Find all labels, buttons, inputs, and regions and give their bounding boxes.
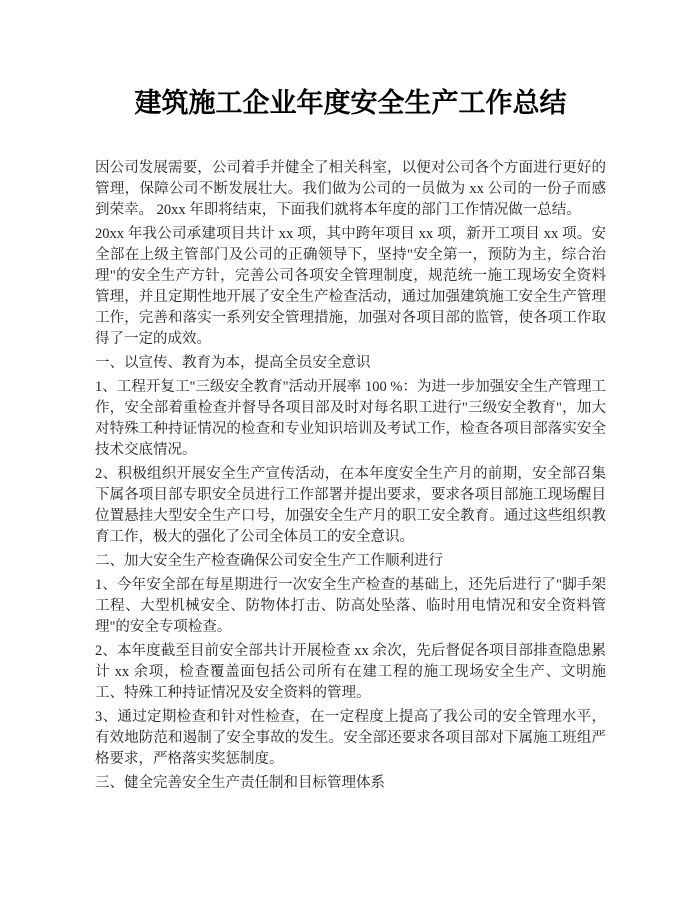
section-1-heading: 一、以宣传、教育为本，提高全员安全意识 <box>95 355 371 371</box>
section-2-item-1-paragraph: 1、今年安全部在每星期进行一次安全生产检查的基础上，还先后进行了"脚手架工程、大型机械安全、防物体打击、防高处坠落、临时用电情况和安全资料管理"的安全专项检查。 <box>95 577 606 635</box>
section-3-heading: 三、健全完善安全生产责任制和目标管理体系 <box>95 775 385 791</box>
section-2-item-3-paragraph: 3、通过定期检查和针对性检查，在一定程度上提高了我公司的安全管理水平，有效地防范和遏制了安全事故的发生。安全部还要求各项目部对下属施工班组严格要求，严格落实奖惩制度。 <box>95 709 606 767</box>
section-2-item-2-paragraph: 2、本年度截至目前安全部共计开展检查 xx 余次，先后督促各项目部排查隐患累计 xx 余项，检查覆盖面包括公司所有在建工程的施工现场安全生产、文明施工、特殊工种持证情况及安全资料的管理。 <box>95 643 606 701</box>
document-title: 建筑施工企业年度安全生产工作总结 <box>134 88 567 118</box>
section-2-heading: 二、加大安全生产检查确保公司安全生产工作顺利进行 <box>95 553 443 569</box>
section-1-item-2-paragraph: 2、积极组织开展安全生产宣传活动，在本年度安全生产月的前期，安全部召集下属各项目部专职安全员进行工作部署并提出要求，要求各项目部施工现场醒目位置悬挂大型安全生产口号，加强安全生产月的职工安全教育。通过这些组织教育工作，极大的强化了公司全体员工的安全意识。 <box>95 466 606 545</box>
intro-paragraph: 因公司发展需要，公司着手并健全了相关科室，以便对公司各个方面进行更好的管理，保障公司不断发展壮大。我们做为公司的一员做为 xx 公司的一份子而感到荣幸。 20xx 年即将结束，下面我们就将本年度的部门工作情况做一总结。 <box>95 160 606 218</box>
section-1-item-1-paragraph: 1、工程开复工"三级安全教育"活动开展率 100 %：为进一步加强安全生产管理工作，安全部着重检查并督导各项目部及时对每名职工进行"三级安全教育"，加大对特殊工种持证情况的检查和专业知识培训及考试工作，检查各项目部落实安全技术交底情况。 <box>95 379 606 458</box>
overview-paragraph: 20xx 年我公司承建项目共计 xx 项，其中跨年项目 xx 项，新开工项目 xx 项。安全部在上级主管部门及公司的正确领导下，坚持"安全第一，预防为主，综合治理"的安全生产方针，完善公司各项安全管理制度，规范统一施工现场安全资料管理，并且定期性地开展了安全生产检查活动，通过加强建筑施工安全生产管理工作，完善和落实一系列安全管理措施，加强对各项目部的监管，使各项工作取得了一定的成效。 <box>95 226 606 347</box>
